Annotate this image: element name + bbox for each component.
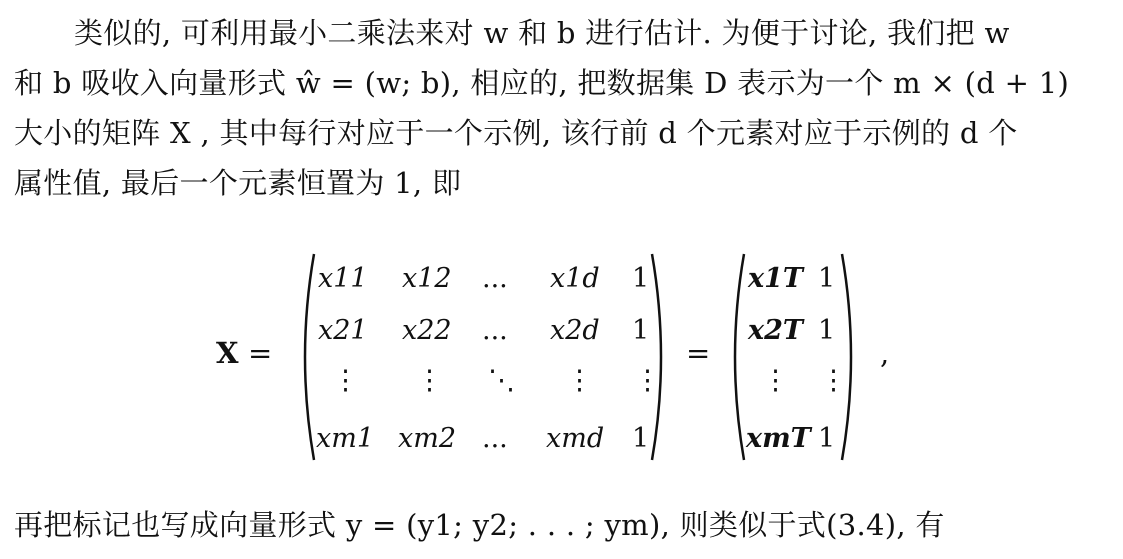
matrix-cell: xm1 [316, 423, 375, 454]
matrix-cell: x21 [318, 315, 368, 346]
matrix-cell: x2T [748, 315, 803, 346]
matrix-cell: ⋮ [566, 365, 593, 396]
matrix-cell: xm2 [398, 423, 457, 454]
matrix-cell: ⋮ [820, 365, 847, 396]
paragraph-line-3: 大小的矩阵 X , 其中每行对应于一个示例, 该行前 d 个元素对应于示例的 d 个 [14, 116, 1018, 150]
left-paren-icon [724, 252, 746, 462]
matrix-cell: ⋮ [332, 365, 359, 396]
matrix-cell: ⋱ [488, 365, 515, 396]
matrix-cell: ⋮ [416, 365, 443, 396]
matrix-cell: x1d [550, 263, 600, 294]
matrix-cell: x2d [550, 315, 600, 346]
paragraph-line-2: 和 b 吸收入向量形式 ŵ = (w; b), 相应的, 把数据集 D 表示为一个 m × (d + 1) [14, 66, 1070, 100]
matrix-cell: xmT [746, 423, 811, 454]
matrix-cell: x11 [318, 263, 368, 294]
matrix-cell: 1 [818, 423, 836, 454]
matrix-cell: 1 [632, 263, 650, 294]
right-paren-icon [840, 252, 862, 462]
right-paren-icon [650, 252, 672, 462]
matrix-cell: ⋮ [634, 365, 661, 396]
left-paren-icon [294, 252, 316, 462]
matrix-cell: 1 [632, 315, 650, 346]
paragraph-line-1: 类似的, 可利用最小二乘法来对 w 和 b 进行估计. 为便于讨论, 我们把 w [74, 16, 1010, 50]
matrix-cell: ... [482, 263, 508, 294]
matrix-cell: ... [482, 423, 508, 454]
equation-equals-2: = [686, 336, 711, 370]
matrix-cell: ... [482, 315, 508, 346]
matrix-cell: 1 [818, 263, 836, 294]
equation-trailing-comma: , [880, 336, 890, 370]
matrix-cell: ⋮ [762, 365, 789, 396]
paragraph-after-equation: 再把标记也写成向量形式 y = (y1; y2; . . . ; ym), 则类似于式(3.4), 有 [14, 508, 945, 542]
paragraph-line-4: 属性值, 最后一个元素恒置为 1, 即 [14, 166, 462, 200]
matrix-cell: 1 [632, 423, 650, 454]
equation-equals-1: = [248, 336, 273, 370]
matrix-cell: x22 [402, 315, 452, 346]
matrix-cell: xmd [546, 423, 605, 454]
equation-lhs: X [216, 336, 239, 370]
matrix-cell: 1 [818, 315, 836, 346]
matrix-cell: x12 [402, 263, 452, 294]
matrix-cell: x1T [748, 263, 803, 294]
